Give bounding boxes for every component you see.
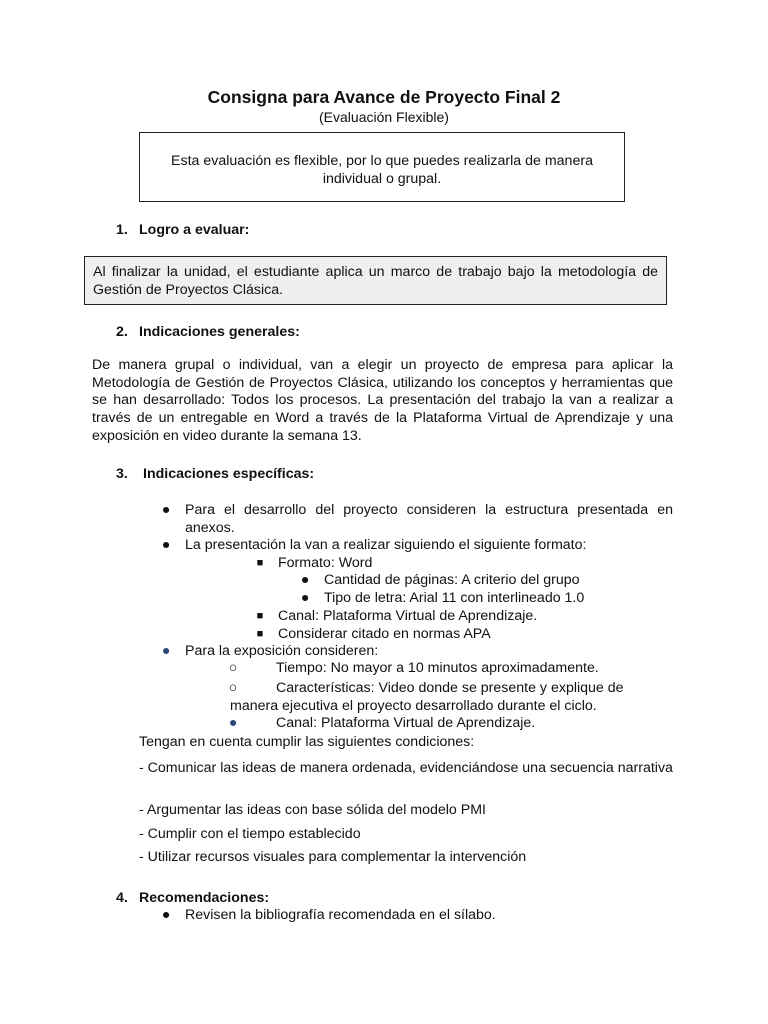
- cantidad-paginas-text: Cantidad de páginas: A criterio del grupo: [324, 572, 580, 588]
- document-title: Consigna para Avance de Proyecto Final 2: [207, 87, 561, 107]
- square-bullet-icon: ■: [256, 557, 264, 569]
- condition-item: - Utilizar recursos visuales para complementar la intervención: [139, 849, 527, 865]
- logro-box: [84, 256, 667, 305]
- section-2-number: 2.: [116, 324, 128, 340]
- flexible-notice-text: Esta evaluación es flexible, por lo que puedes realizarla de manera individual o grupal.: [171, 153, 593, 187]
- bullet-icon: ●: [161, 502, 171, 518]
- circle-bullet-icon: ○: [228, 660, 238, 676]
- section-1-number: 1.: [116, 222, 128, 238]
- circle-bullet-icon: ○: [228, 680, 238, 696]
- exposicion-intro-text: Para la exposición consideren:: [185, 643, 379, 659]
- bullet-formato-intro-text: La presentación la van a realizar siguiendo el siguiente formato:: [185, 537, 587, 553]
- flexible-notice-box: [139, 132, 625, 202]
- caracteristicas-text: Características: Video donde se presente y explique de manera ejecutiva el proyecto desarrollado durante el ciclo.: [230, 680, 624, 714]
- citado-apa-text: Considerar citado en normas APA: [278, 626, 491, 642]
- bullet-icon: ●: [161, 537, 171, 553]
- recommendation-text: Revisen la bibliografía recomendada en el sílabo.: [185, 907, 496, 923]
- section-2-heading: Indicaciones generales:: [139, 324, 300, 340]
- canal-exposicion-text: Canal: Plataforma Virtual de Aprendizaje.: [276, 715, 536, 731]
- bullet-icon: ●: [228, 715, 238, 731]
- bullet-icon: ●: [300, 590, 310, 606]
- bullet-icon: ●: [161, 907, 171, 923]
- tiempo-text: Tiempo: No mayor a 10 minutos aproximadamente.: [276, 660, 599, 676]
- square-bullet-icon: ■: [256, 610, 264, 622]
- condition-item: - Argumentar las ideas con base sólida del modelo PMI: [139, 802, 486, 818]
- section-3-number: 3.: [116, 466, 128, 482]
- section-4-number: 4.: [116, 890, 128, 906]
- bullet-icon: ●: [161, 643, 171, 659]
- canal-plataforma-text: Canal: Plataforma Virtual de Aprendizaje.: [278, 608, 538, 624]
- tipo-letra-text: Tipo de letra: Arial 11 con interlineado 1.0: [324, 590, 585, 606]
- section-1-heading: Logro a evaluar:: [139, 222, 250, 238]
- section-4-heading: Recomendaciones:: [139, 890, 270, 906]
- square-bullet-icon: ■: [256, 628, 264, 640]
- document-subtitle: (Evaluación Flexible): [319, 109, 449, 125]
- section-3-heading: Indicaciones específicas:: [143, 466, 315, 482]
- condition-item: - Cumplir con el tiempo establecido: [139, 826, 361, 842]
- formato-word-text: Formato: Word: [278, 555, 373, 571]
- logro-text: Al finalizar la unidad, el estudiante aplica un marco de trabajo bajo la metodología de Gestión de Proyectos Clásica.: [93, 264, 658, 298]
- bullet-icon: ●: [300, 572, 310, 588]
- condition-item: - Comunicar las ideas de manera ordenada, evidenciándose una secuencia narrativa: [139, 760, 673, 776]
- general-indications-text: De manera grupal o individual, van a elegir un proyecto de empresa para aplicar la Metodología de Gestión de Proyectos Clásica, utilizando los conceptos y herramientas que se han desarrollado: Todos los procesos. La presentación del trabajo la van a realizar a través de un entregable en Word a través de la Plataforma Virtual de Aprendizaje y una exposición en video durante la semana 13.: [92, 357, 673, 444]
- bullet-estructura-text: Para el desarrollo del proyecto consideren la estructura presentada en anexos.: [185, 502, 673, 536]
- conditions-intro: Tengan en cuenta cumplir las siguientes condiciones:: [139, 734, 475, 750]
